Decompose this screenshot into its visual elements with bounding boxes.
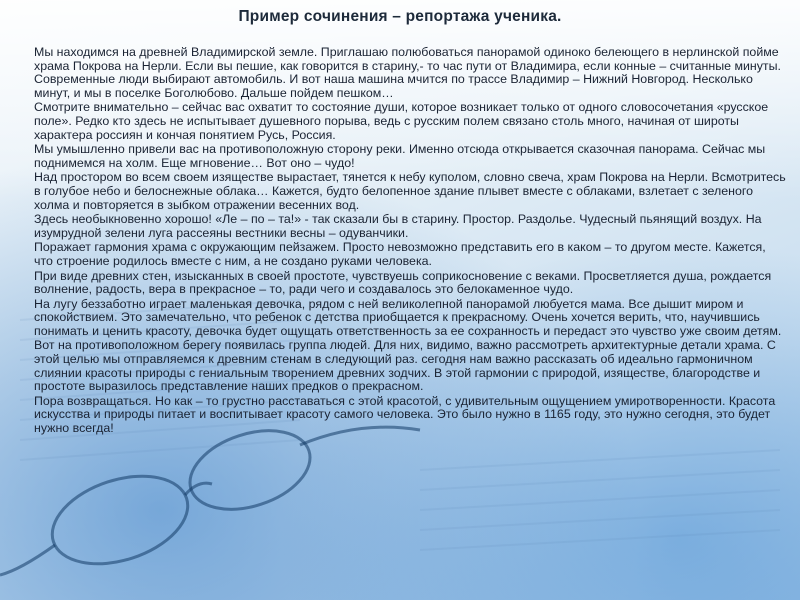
paragraph: Пора возвращаться. Но как – то грустно расставаться с этой красотой, с удивительным ощущением умиротворенности. Красота искусства и природы питает и воспитывает красоту самого человека. Это было нужно в 1165 году, это нужно сегодня, это будет нужно всегда! <box>34 393 776 436</box>
paragraph: Здесь необыкновенно хорошо! «Ле – по – та!» - так сказали бы в старину. Простор. Раздолье. Чудесный пьянящий воздух. На изумрудной зелени луга рассеяны вестники весны – одуванчики. <box>34 212 762 240</box>
paragraph: Мы умышленно привели вас на противоположную сторону реки. Именно отсюда открывается сказочная панорама. Сейчас мы поднимемся на холм. Еще мгновение… Вот оно – чудо! <box>34 142 766 170</box>
paragraph: Смотрите внимательно – сейчас вас охватит то состояние души, которое возникает только от одного словосочетания «русское поле». Редко кто здесь не испытывает душевного порыва, ведь с русским полем связано столь много, начиная от широты характера россиян и кончая понятием Русь, Россия. <box>34 100 769 142</box>
paragraph: При виде древних стен, изысканных в своей простоте, чувствуешь соприкосновение с веками. Просветляется душа, рождается волнение, радость, вера в прекрасное – то, ради чего и создавалось это белокаменное чудо. <box>34 268 772 297</box>
paragraph: Вот на противоположном берегу появилась группа людей. Для них, видимо, важно рассмотреть архитектурные детали храма. С этой целью мы отправляемся к древним стенам в следующий раз. сегодня нам важно рассказать об идеально гармоничном слиянии красоты природы с гениальным творением древних зодчих. В этой гармонии с природой, изяществе, благородстве и простоте выразилось представление наших предков о прекрасном. <box>34 338 776 394</box>
paragraph: На лугу беззаботно играет маленькая девочка, рядом с ней великолепной панорамой любуется мама. Все дышит миром и спокойствием. Это замечательно, что ребенок с детства приобщается к прекрасному. Очень хочется верить, что, научившись понимать и ценить красоту, девочка будет ощущать ответственность за ее сохранность и передаст это чувство уже своим детям. <box>34 296 782 338</box>
slide-title: Пример сочинения – репортажа ученика. <box>238 8 562 25</box>
essay-text <box>34 46 788 436</box>
paragraph: Поражает гармония храма с окружающим пейзажем. Просто невозможно представить его в каком – то другом месте. Кажется, что строение родилось вместе с ним, а не создано руками человека. <box>34 240 766 268</box>
paragraph: Мы находимся на древней Владимирской земле. Приглашаю полюбоваться панорамой одиноко белеющего в нерлинской пойме храма Покрова на Нерли. Если вы пешие, как говорится в старину,- то час пути от Владимира, если конные – считанные минуты. Современные люди выбирают автомобиль. И вот наша машина мчится по трассе Владимир – Нижний Новгород. Несколько минут, и мы в поселке Боголюбово. Дальше пойдем пешком… <box>34 45 781 100</box>
paragraph: Над простором во всем своем изяществе вырастает, тянется к небу куполом, словно свеча, храм Покрова на Нерли. Всмотритесь в голубое небо и белоснежные облака… Кажется, будто белопенное здание плывет вместе с облаками, взлетает с зеленого холма и повторяется в зыбком отражении весенних вод. <box>34 170 786 212</box>
